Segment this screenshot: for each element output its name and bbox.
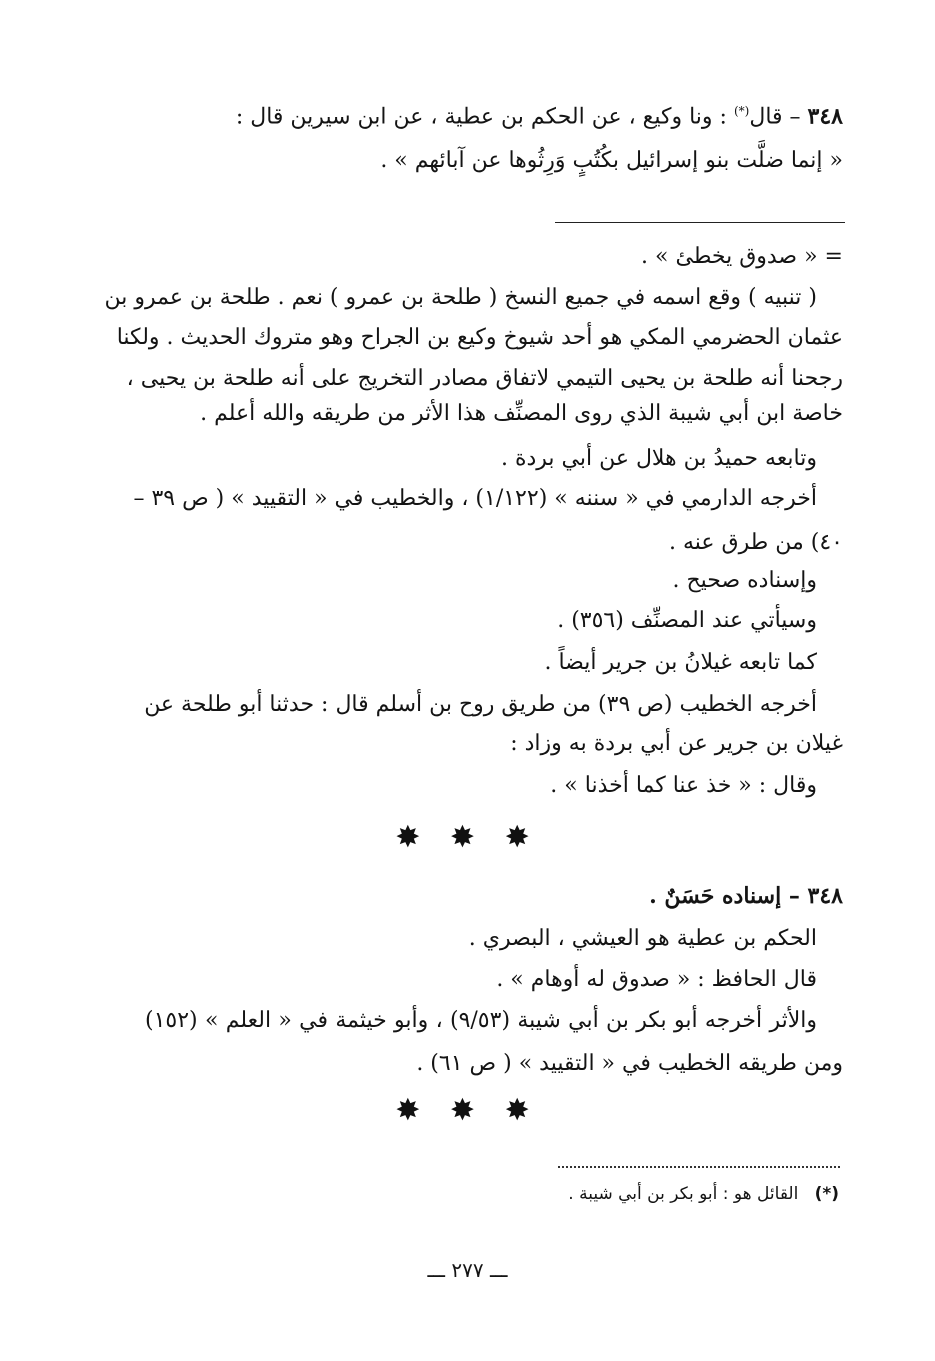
text-separator-line bbox=[555, 222, 845, 223]
footnote-marker: (*) bbox=[733, 104, 750, 118]
note-line-9: وإسناده صحيح . bbox=[672, 568, 817, 593]
note-line-5: خاصة ابن أبي شيبة الذي روى المصنِّف هذا الأثر من طريقه والله أعلم . bbox=[200, 401, 843, 426]
footnote-separator bbox=[558, 1166, 840, 1168]
commentary-line-4: ومن طريقه الخطيب في « التقييد » ( ص ٦١) . bbox=[416, 1051, 843, 1076]
note-line-13: غيلان بن جرير عن أبي بردة به وزاد : bbox=[510, 731, 843, 756]
commentary-line-1: الحكم بن عطية هو العيشي ، البصري . bbox=[468, 926, 817, 951]
note-line-7: أخرجه الدارمي في « سننه » (١/١٢٢) ، والخطيب في « التقييد » ( ص ٣٩ – bbox=[133, 486, 817, 511]
page-number: ـــ ٢٧٧ ـــ bbox=[427, 1258, 508, 1282]
commentary-heading: ٣٤٨ – إسناده حَسَنٌ . bbox=[649, 883, 843, 909]
note-line-6: وتابعه حميدُ بن هلال عن أبي بردة . bbox=[500, 446, 817, 471]
note-line-12: أخرجه الخطيب (ص ٣٩) من طريق روح بن أسلم قال : حدثنا أبو طلحة عن bbox=[144, 692, 817, 717]
note-line-14: وقال : « خذ عنا كما أخذنا » . bbox=[550, 773, 817, 798]
footnote bbox=[300, 1182, 839, 1206]
footnote-text: القائل هو : أبو بكر بن أبي شيبة . bbox=[568, 1184, 799, 1204]
note-line-11: كما تابعه غيلانُ بن جرير أيضاً . bbox=[544, 650, 817, 675]
stars-divider: ✸ ✸ ✸ bbox=[395, 1093, 540, 1128]
entry-number: ٣٤٨ bbox=[807, 103, 843, 130]
entry-348-line-2: « إنما ضلَّت بنو إسرائيل بكُتُبٍ وَرِثُوها عن آبائهم » . bbox=[380, 148, 843, 173]
note-line-2: ( تنبيه ) وقع اسمه في جميع النسخ ( طلحة بن عمرو ) نعم . طلحة بن عمرو بن bbox=[104, 285, 817, 310]
commentary-line-2: قال الحافظ : « صدوق له أوهام » . bbox=[496, 967, 817, 992]
note-line-4: رجحنا أنه طلحة بن يحيى التيمي لاتفاق مصادر التخريج على أنه طلحة بن يحيى ، bbox=[126, 366, 843, 391]
stars-divider: ✸ ✸ ✸ bbox=[395, 820, 540, 855]
commentary-line-3: والأثر أخرجه أبو بكر بن أبي شيبة (٩/٥٣) ، وأبو خيثمة في « العلم » (١٥٢) bbox=[145, 1008, 817, 1033]
entry-348-line-1: ٣٤٨ – قال(*) : ونا وكيع ، عن الحكم بن عطية ، عن ابن سيرين قال : bbox=[235, 103, 843, 130]
note-line-3: عثمان الحضرمي المكي هو أحد شيوخ وكيع بن الجراح وهو متروك الحديث . ولكنا bbox=[116, 325, 843, 350]
footnote-mark: (*) bbox=[814, 1184, 839, 1204]
note-line-1: = « صدوق يخطئ » . bbox=[641, 244, 843, 269]
note-line-10: وسيأتي عند المصنِّف (٣٥٦) . bbox=[557, 608, 817, 633]
note-line-8: ٤٠) من طرق عنه . bbox=[669, 530, 843, 555]
